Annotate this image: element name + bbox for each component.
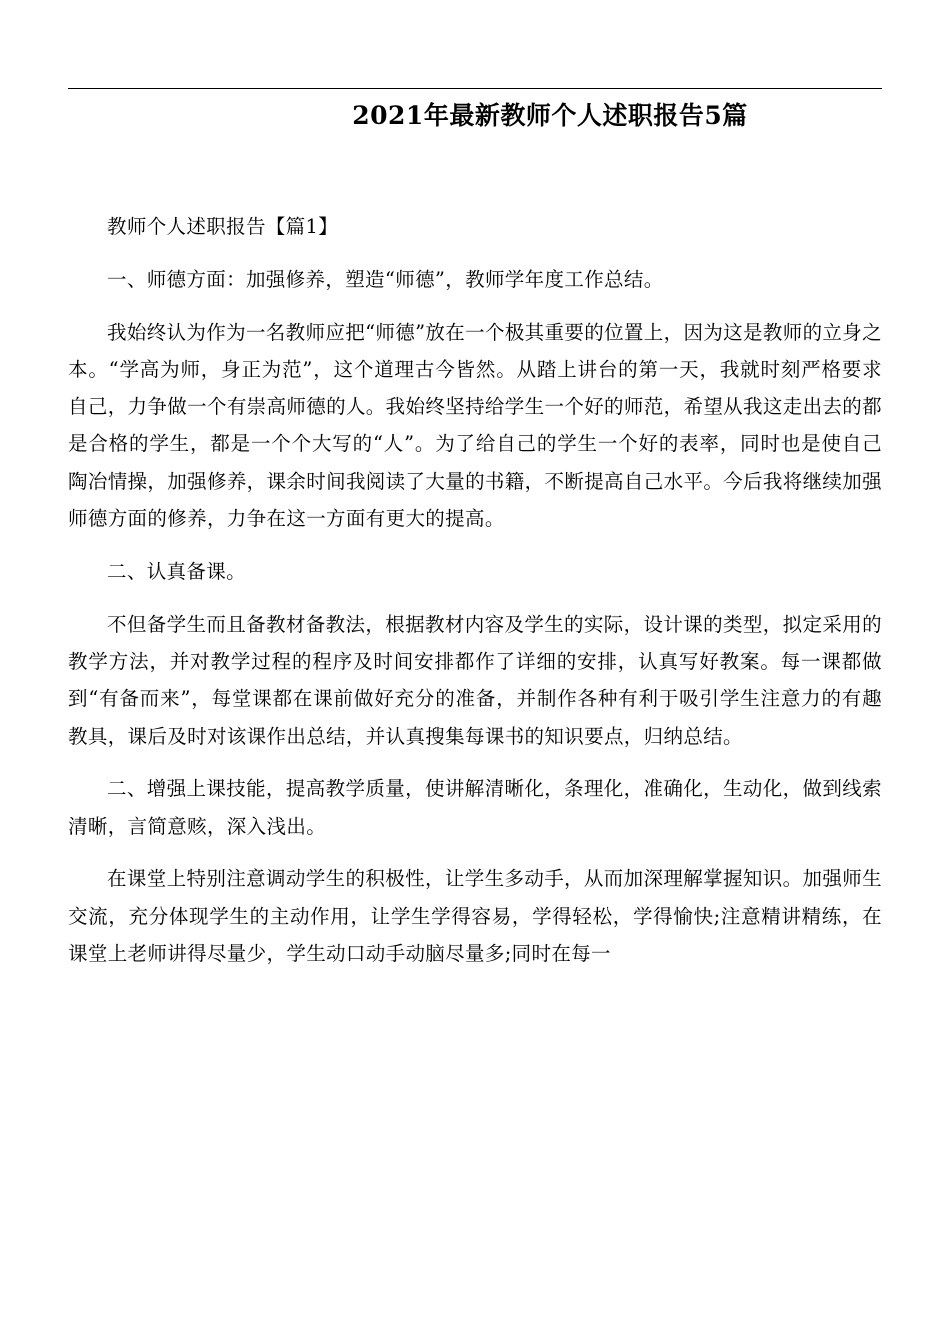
paragraph: 不但备学生而且备教材备教法，根据教材内容及学生的实际，设计课的类型，拟定采用的教学方法，并对教学过程的程序及时间安排都作了详细的安排，认真写好教案。每一课都做到“有备而来”，每堂课都在课前做好充分的准备，并制作各种有利于吸引学生注意力的有趣教具，课后及时对该课作出总结，并认真搜集每课书的知识要点，归纳总结。 [68,612,882,748]
document-body [68,208,882,972]
section-heading: 教师个人述职报告【篇1】 [107,215,339,238]
paragraph: 二、增强上课技能，提高教学质量，使讲解清晰化，条理化，准确化，生动化，做到线索清晰，言简意赅，深入浅出。 [68,777,882,838]
header-rule [68,88,882,89]
paragraph: 我始终认为作为一名教师应把“师德”放在一个极其重要的位置上，因为这是教师的立身之本。“学高为师，身正为范”，这个道理古今皆然。从踏上讲台的第一天，我就时刻严格要求自己，力争做一个有崇高师德的人。我始终坚持给学生一个好的师范，希望从我这走出去的都是合格的学生，都是一个个大写的“人”。为了给自己的学生一个好的表率，同时也是使自己陶冶情操，加强修养，课余时间我阅读了大量的书籍，不断提高自己水平。今后我将继续加强师德方面的修养，力争在这一方面有更大的提高。 [68,320,882,531]
document-title: 2021年最新教师个人述职报告5篇 [352,101,748,130]
paragraph: 在课堂上特别注意调动学生的积极性，让学生多动手，从而加深理解掌握知识。加强师生交流，充分体现学生的主动作用，让学生学得容易，学得轻松，学得愉快;注意精讲精练，在课堂上老师讲得尽量少，学生动口动手动脑尽量多;同时在每一 [68,867,882,966]
paragraph: 二、认真备课。 [107,559,246,583]
paragraph: 一、师德方面：加强修养，塑造“师德”，教师学年度工作总结。 [107,267,664,291]
